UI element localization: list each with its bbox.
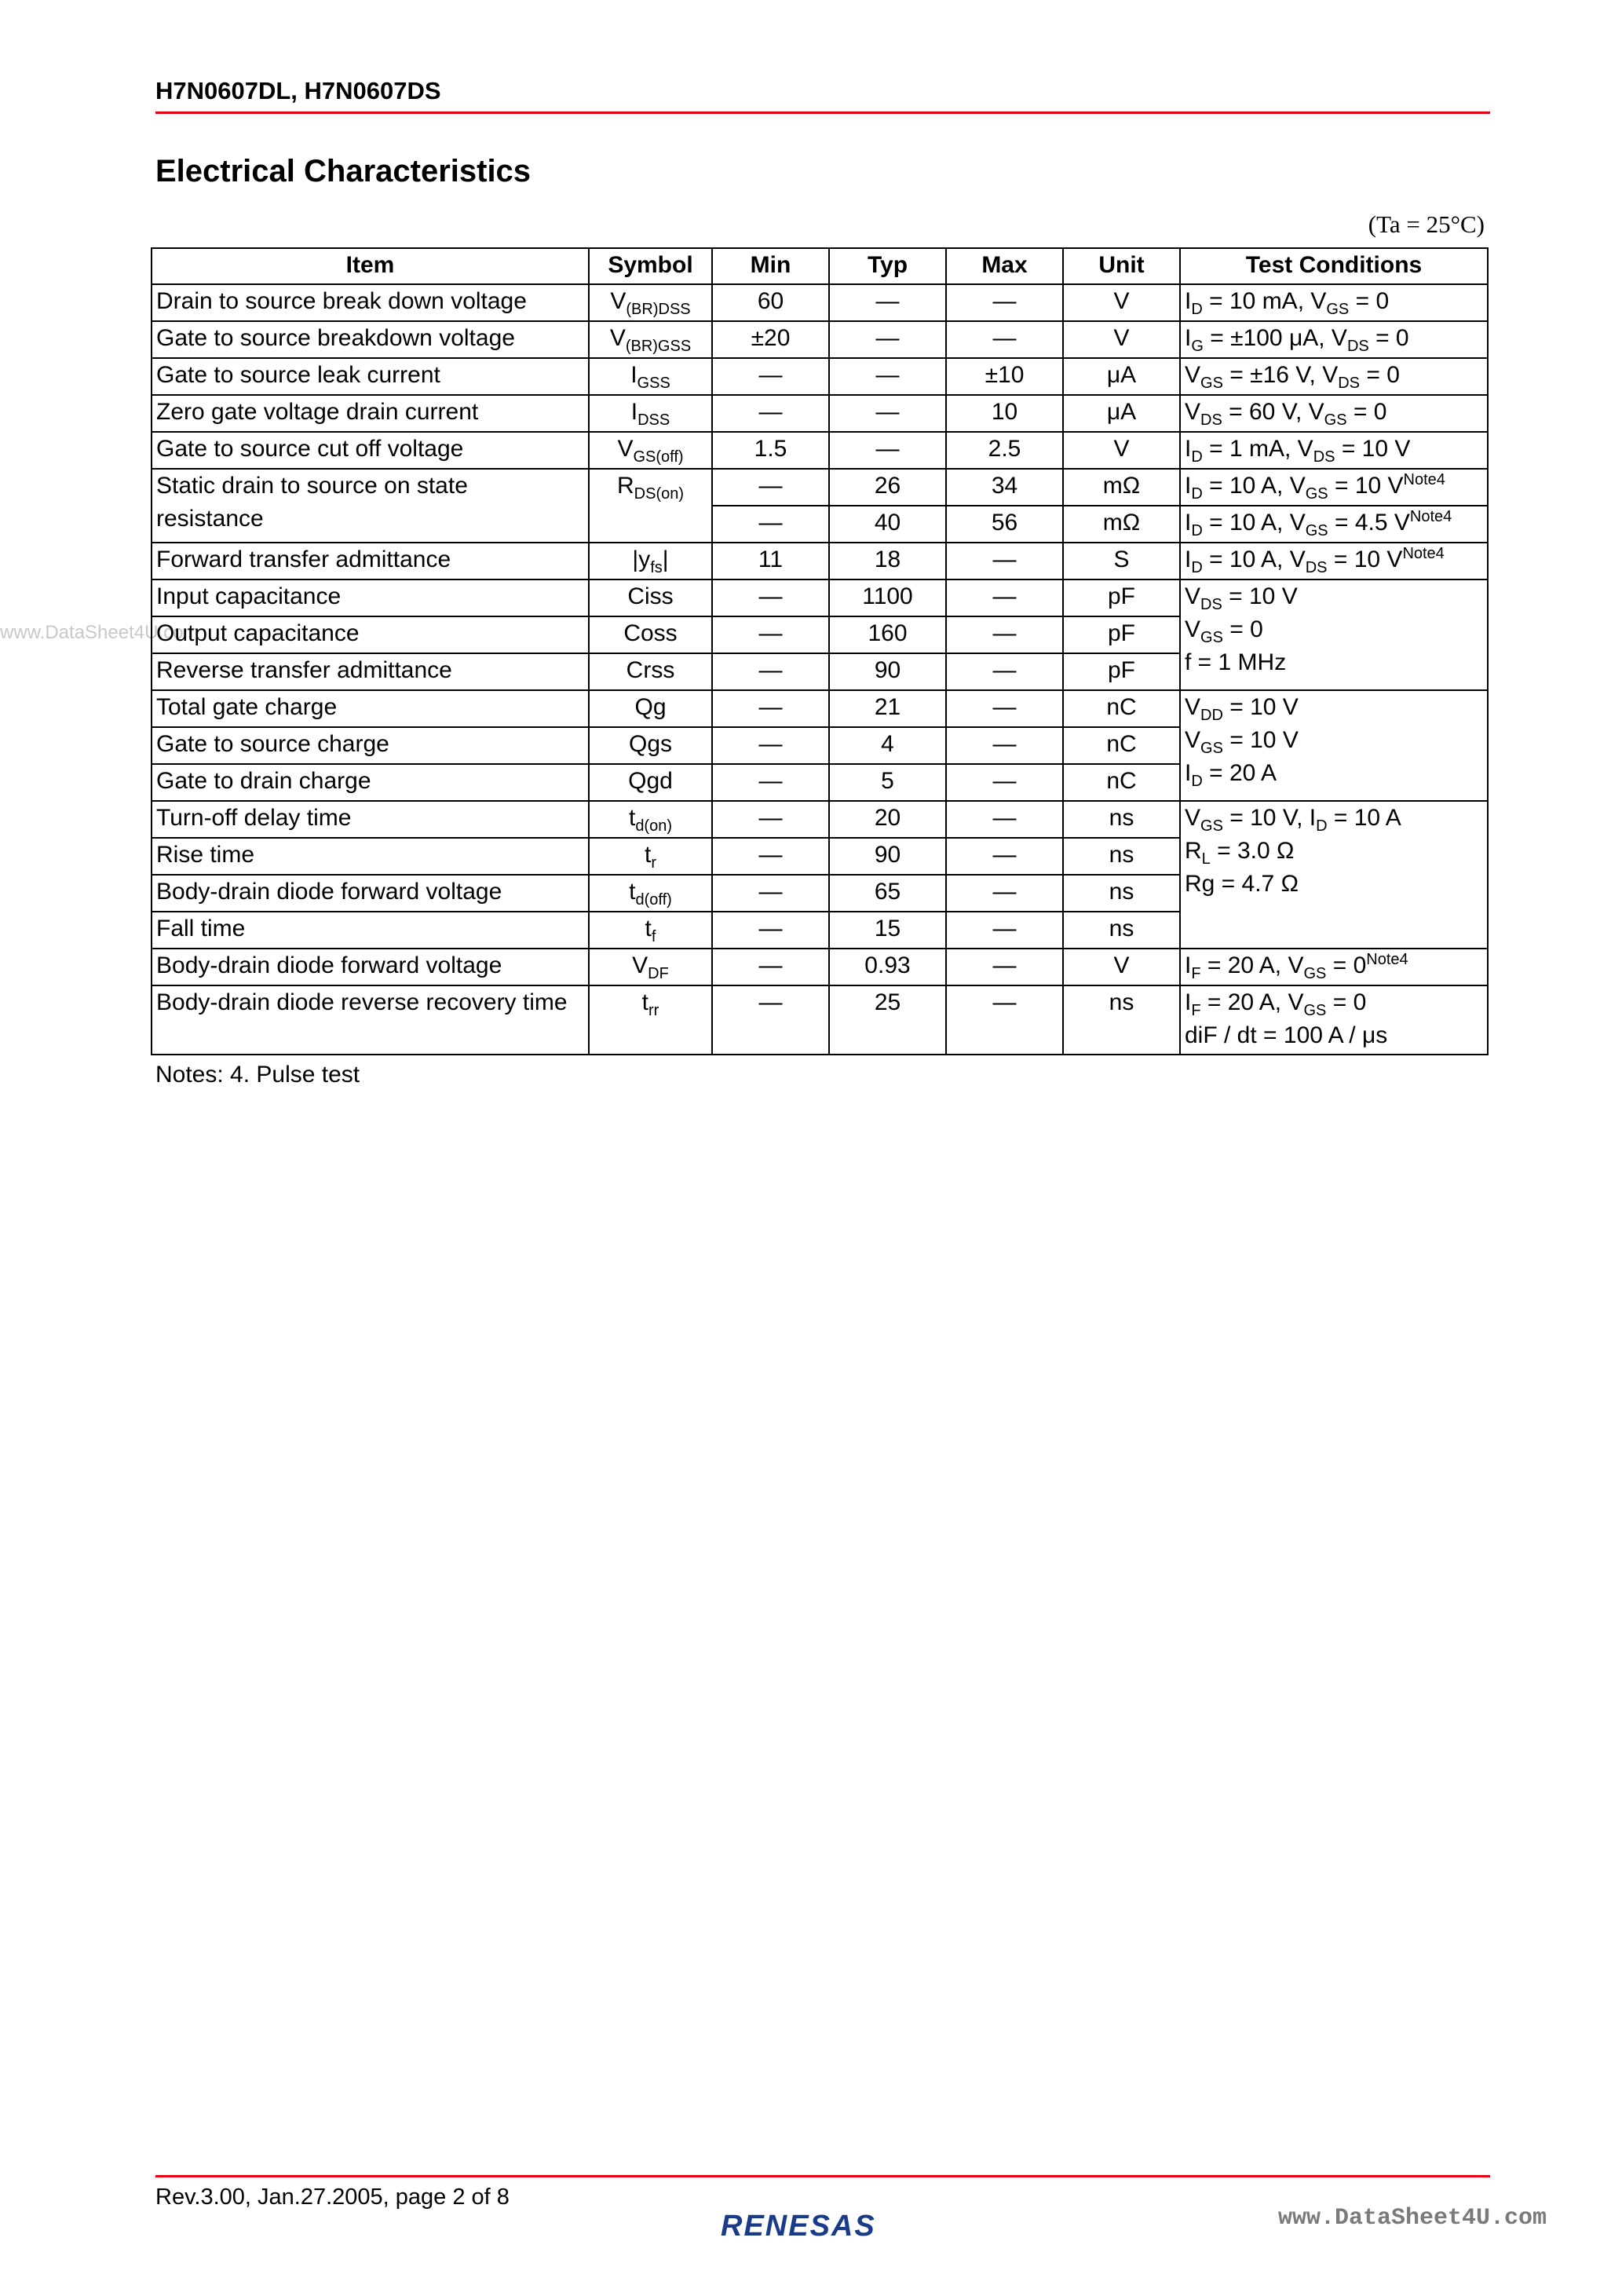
unit-cell: ns [1063, 912, 1180, 949]
symbol-cell: $V_{(BR)DSS}$ [589, 284, 712, 321]
min-cell: — [712, 653, 829, 690]
renesas-logo: RENESAS [721, 2210, 876, 2243]
condition-cell: $I_D = 10$ A, $V_{GS} = 10$ $V^{Note4}$ [1180, 469, 1488, 506]
item-cell: Forward transfer admittance [152, 543, 589, 579]
typ-cell: 20 [829, 801, 946, 838]
typ-cell: 40 [829, 506, 946, 543]
table-notes: Notes: 4. Pulse test [155, 1062, 360, 1088]
typ-cell: 90 [829, 653, 946, 690]
table-row [152, 284, 1488, 321]
unit-cell: pF [1063, 616, 1180, 653]
footer-website: www.DataSheet4U.com [1278, 2205, 1547, 2232]
typ-cell: 18 [829, 543, 946, 579]
typ-cell: 15 [829, 912, 946, 949]
symbol-cell: $t_{d(off)}$ [589, 875, 712, 912]
table-header-row [152, 248, 1488, 284]
unit-cell: ns [1063, 801, 1180, 838]
header-max: Max [946, 248, 1063, 284]
max-cell: — [946, 727, 1063, 764]
max-cell: — [946, 579, 1063, 616]
item-cell: Body-drain diode forward voltage [152, 875, 589, 912]
item-cell: Zero gate voltage drain current [152, 395, 589, 432]
typ-cell: 160 [829, 616, 946, 653]
max-cell: ±10 [946, 358, 1063, 395]
symbol-cell: Crss [589, 653, 712, 690]
item-cell: Gate to source leak current [152, 358, 589, 395]
min-cell: — [712, 690, 829, 727]
header-rule [155, 112, 1490, 114]
electrical-characteristics-table [151, 247, 1489, 1055]
symbol-cell: $I_{GSS}$ [589, 358, 712, 395]
item-cell: Gate to source charge [152, 727, 589, 764]
table-row [152, 432, 1488, 469]
max-cell: 34 [946, 469, 1063, 506]
min-cell: — [712, 579, 829, 616]
typ-cell: 5 [829, 764, 946, 801]
typ-cell: 65 [829, 875, 946, 912]
min-cell: — [712, 949, 829, 985]
unit-cell: μA [1063, 358, 1180, 395]
table-row [152, 395, 1488, 432]
min-cell: — [712, 764, 829, 801]
table-row [152, 543, 1488, 579]
unit-cell: mΩ [1063, 469, 1180, 506]
condition-cell: $I_D = 10$ mA, $V_{GS} = 0$ [1180, 284, 1488, 321]
typ-cell: 4 [829, 727, 946, 764]
typ-cell: 21 [829, 690, 946, 727]
header-min: Min [712, 248, 829, 284]
max-cell: — [946, 912, 1063, 949]
unit-cell: pF [1063, 579, 1180, 616]
unit-cell: pF [1063, 653, 1180, 690]
condition-cell: $I_D = 10$ A, $V_{DS} = 10$ $V^{Note4}$ [1180, 543, 1488, 579]
min-cell: 1.5 [712, 432, 829, 469]
unit-cell: S [1063, 543, 1180, 579]
min-cell: — [712, 358, 829, 395]
condition-cell: $V_{GS} = \pm 16$ V, $V_{DS} = 0$ [1180, 358, 1488, 395]
header-symbol: Symbol [589, 248, 712, 284]
table-row [152, 469, 1488, 506]
max-cell: — [946, 985, 1063, 1055]
condition-cell: $V_{DS} = 60$ V, $V_{GS} = 0$ [1180, 395, 1488, 432]
symbol-cell: $V_{DF}$ [589, 949, 712, 985]
unit-cell: μA [1063, 395, 1180, 432]
footer-rule [155, 2175, 1490, 2177]
table-row [152, 358, 1488, 395]
min-cell: ±20 [712, 321, 829, 358]
symbol-cell: $t_{rr}$ [589, 985, 712, 1055]
symbol-cell: $|y_{fs}|$ [589, 543, 712, 579]
max-cell: — [946, 690, 1063, 727]
min-cell: — [712, 616, 829, 653]
header-typ: Typ [829, 248, 946, 284]
condition-cell: $I_G = \pm 100$ μA, $V_{DS} = 0$ [1180, 321, 1488, 358]
max-cell: — [946, 875, 1063, 912]
symbol-cell: $V_{GS(off)}$ [589, 432, 712, 469]
footer-revision: Rev.3.00, Jan.27.2005, page 2 of 8 [155, 2184, 510, 2210]
item-cell: Output capacitance [152, 616, 589, 653]
symbol-cell: Ciss [589, 579, 712, 616]
table-row [152, 321, 1488, 358]
max-cell: — [946, 543, 1063, 579]
unit-cell: V [1063, 949, 1180, 985]
condition-cell: $V_{GS} = 10$ V, $I_D = 10$ A $R_L = 3.0$ Ω Rg = 4.7 Ω [1180, 801, 1488, 949]
item-cell: Input capacitance [152, 579, 589, 616]
symbol-cell: Coss [589, 616, 712, 653]
item-cell: Gate to drain charge [152, 764, 589, 801]
min-cell: 60 [712, 284, 829, 321]
unit-cell: nC [1063, 727, 1180, 764]
document-header-title: H7N0607DL, H7N0607DS [155, 77, 441, 104]
symbol-cell: Qgd [589, 764, 712, 801]
symbol-cell: $t_{d(on)}$ [589, 801, 712, 838]
item-cell: Static drain to source on state resistance [152, 469, 589, 543]
condition-cell: $I_F = 20$ A, $V_{GS} = 0^{Note4}$ [1180, 949, 1488, 985]
condition-cell: $V_{DD} = 10$ V $V_{GS} = 10$ V $I_D = 20$ A [1180, 690, 1488, 801]
symbol-cell: $t_f$ [589, 912, 712, 949]
symbol-cell: $R_{DS(on)}$ [589, 469, 712, 543]
item-cell: Fall time [152, 912, 589, 949]
symbol-cell: $t_r$ [589, 838, 712, 875]
min-cell: — [712, 801, 829, 838]
table-row [152, 949, 1488, 985]
typ-cell: — [829, 321, 946, 358]
unit-cell: nC [1063, 764, 1180, 801]
typ-cell: 0.93 [829, 949, 946, 985]
unit-cell: mΩ [1063, 506, 1180, 543]
symbol-cell: Qg [589, 690, 712, 727]
unit-cell: V [1063, 321, 1180, 358]
table-row [152, 801, 1488, 838]
max-cell: — [946, 838, 1063, 875]
header-item: Item [152, 248, 589, 284]
max-cell: 10 [946, 395, 1063, 432]
unit-cell: V [1063, 284, 1180, 321]
item-cell: Gate to source cut off voltage [152, 432, 589, 469]
symbol-cell: $V_{(BR)GSS}$ [589, 321, 712, 358]
table-row [152, 690, 1488, 727]
unit-cell: V [1063, 432, 1180, 469]
item-cell: Reverse transfer admittance [152, 653, 589, 690]
ambient-condition: (Ta = 25°C) [1368, 210, 1485, 238]
min-cell: — [712, 875, 829, 912]
min-cell: — [712, 395, 829, 432]
max-cell: — [946, 764, 1063, 801]
max-cell: — [946, 949, 1063, 985]
typ-cell: — [829, 284, 946, 321]
item-cell: Rise time [152, 838, 589, 875]
max-cell: — [946, 284, 1063, 321]
max-cell: — [946, 801, 1063, 838]
max-cell: — [946, 321, 1063, 358]
item-cell: Body-drain diode forward voltage [152, 949, 589, 985]
min-cell: — [712, 985, 829, 1055]
condition-cell: $I_F = 20$ A, $V_{GS} = 0$ diF / dt = 100 A / μs [1180, 985, 1488, 1055]
typ-cell: 90 [829, 838, 946, 875]
min-cell: — [712, 912, 829, 949]
typ-cell: 25 [829, 985, 946, 1055]
watermark-text: www.DataSheet4U.com [0, 622, 199, 643]
min-cell: — [712, 727, 829, 764]
symbol-cell: $I_{DSS}$ [589, 395, 712, 432]
header-test-conditions: Test Conditions [1180, 248, 1488, 284]
condition-cell: $V_{DS} = 10$ V $V_{GS} = 0$ f = 1 MHz [1180, 579, 1488, 690]
typ-cell: — [829, 358, 946, 395]
unit-cell: nC [1063, 690, 1180, 727]
item-cell: Gate to source breakdown voltage [152, 321, 589, 358]
table-row [152, 579, 1488, 616]
min-cell: — [712, 838, 829, 875]
min-cell: — [712, 506, 829, 543]
typ-cell: — [829, 395, 946, 432]
item-cell: Body-drain diode reverse recovery time [152, 985, 589, 1055]
table-row [152, 985, 1488, 1055]
max-cell: — [946, 653, 1063, 690]
max-cell: 2.5 [946, 432, 1063, 469]
section-title: Electrical Characteristics [155, 154, 532, 188]
typ-cell: — [829, 432, 946, 469]
min-cell: — [712, 469, 829, 506]
symbol-cell: Qgs [589, 727, 712, 764]
header-unit: Unit [1063, 248, 1180, 284]
typ-cell: 26 [829, 469, 946, 506]
max-cell: 56 [946, 506, 1063, 543]
condition-cell: $I_D = 1$ mA, $V_{DS} = 10$ V [1180, 432, 1488, 469]
unit-cell: ns [1063, 985, 1180, 1055]
typ-cell: 1100 [829, 579, 946, 616]
item-cell: Turn-off delay time [152, 801, 589, 838]
unit-cell: ns [1063, 875, 1180, 912]
min-cell: 11 [712, 543, 829, 579]
item-cell: Drain to source break down voltage [152, 284, 589, 321]
unit-cell: ns [1063, 838, 1180, 875]
condition-cell: $I_D = 10$ A, $V_{GS} = 4.5$ $V^{Note4}$ [1180, 506, 1488, 543]
max-cell: — [946, 616, 1063, 653]
item-cell: Total gate charge [152, 690, 589, 727]
